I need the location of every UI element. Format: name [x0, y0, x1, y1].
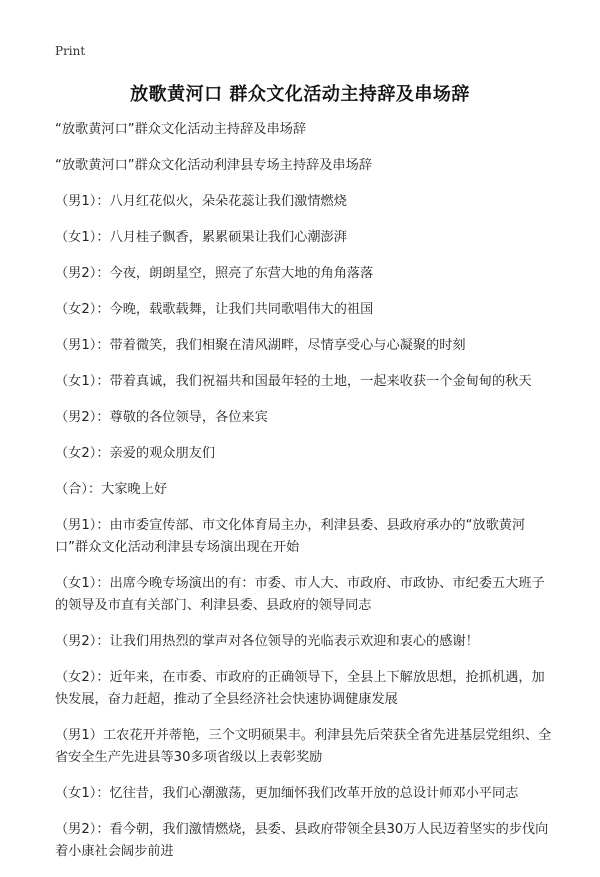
- document-title: 放歌黄河口 群众文化活动主持辞及串场辞: [130, 84, 470, 105]
- paragraph: （女2）：亲爱的观众朋友们: [55, 446, 216, 461]
- paragraph: （男1）：由市委宣传部、市文化体育局主办，利津县委、县政府承办的“放歌黄河口”群众文化活动利津县专场演出现在开始: [55, 518, 526, 555]
- paragraph: （男2）：看今朝，我们激情燃烧，县委、县政府带领全县30万人民迈着坚实的步伐向着小康社会阔步前进: [55, 822, 549, 859]
- paragraph: （男2）：让我们用热烈的掌声对各位领导的光临表示欢迎和衷心的感谢！: [55, 634, 479, 649]
- paragraph: （男1）：带着微笑，我们相聚在清风湖畔，尽情享受心与心凝聚的时刻: [55, 338, 466, 353]
- paragraph: （男1）：八月红花似火，朵朵花蕊让我们激情燃烧: [55, 194, 347, 209]
- paragraph: （男2）：尊敬的各位领导，各位来宾: [55, 410, 268, 425]
- paragraph: （男1）工农花开并蒂艳，三个文明硕果丰。利津县先后荣获全省先进基层党组织、全省安全生产先进县等30多项省级以上表彰奖励: [55, 728, 552, 765]
- paragraph: “放歌黄河口”群众文化活动主持辞及串场辞: [55, 122, 307, 137]
- print-link[interactable]: Print: [55, 44, 86, 58]
- document-body: [55, 119, 555, 877]
- paragraph: “放歌黄河口”群众文化活动利津县专场主持辞及串场辞: [55, 158, 372, 173]
- paragraph: （女1）：忆往昔，我们心潮激荡，更加缅怀我们改革开放的总设计师邓小平同志: [55, 786, 519, 801]
- paragraph: （女2）：近年来，在市委、市政府的正确领导下，全县上下解放思想，抢抓机遇，加快发展，奋力赶超，推动了全县经济社会快速协调健康发展: [55, 670, 545, 707]
- paragraph: （男2）：今夜，朗朗星空，照亮了东营大地的角角落落: [55, 266, 374, 281]
- paragraph: （合）：大家晚上好: [55, 482, 168, 497]
- paragraph: （女1）：出席今晚专场演出的有：市委、市人大、市政府、市政协、市纪委五大班子的领导及市直有关部门、利津县委、县政府的领导同志: [55, 576, 545, 613]
- paragraph: （女1）：八月桂子飘香，累累硕果让我们心潮澎湃: [55, 230, 347, 245]
- paragraph: （女2）：今晚，载歌载舞，让我们共同歌唱伟大的祖国: [55, 302, 374, 317]
- paragraph: （女1）：带着真诚，我们祝福共和国最年轻的土地，一起来收获一个金甸甸的秋天: [55, 374, 532, 389]
